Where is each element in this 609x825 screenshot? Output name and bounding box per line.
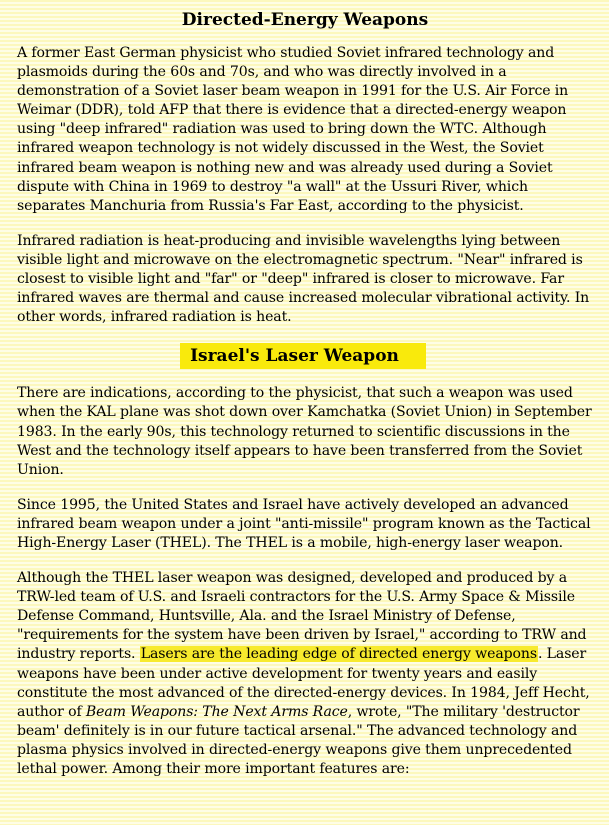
page-title: Directed-Energy Weapons [181,10,429,30]
text-after-highlight: . Laser weapons have been under active development for twenty years and easily constitute the most advanced of the directed-energy devices. In 1984, Jeff Hecht, author of [17,646,590,720]
highlighted-sentence: Lasers are the leading edge of directed energy weapons [140,646,537,663]
paragraph-infrared-definition: Infrared radiation is heat-producing and invisible wavelengths lying between visible light and microwave on the electromagnetic spectrum. "Near" infrared is closest to visible light and "far" or "deep" infrared is closer to microwave. Far infrared waves are thermal and cause increased molecular vibrational activity. In other words, infrared radiation is heat. [17,232,590,326]
book-title: Beam Weapons: The Next Arms Race [85,703,348,720]
paragraph-soviet-infrared: A former East German physicist who studied Soviet infrared technology and plasmoids during the 60s and 70s, and who was directly involved in a demonstration of a Soviet laser beam weapon in 1991 for the U.S. Air Force in Weimar (DDR), told AFP that there is evidence that a directed-energy weapon using "deep infrared" radiation was used to bring down the WTC. Although infrared weapon technology is not widely discussed in the West, the Soviet infrared beam weapon is nothing new and was already used during a Soviet dispute with China in 1969 to destroy "a wall" at the Ussuri River, which separates Manchuria from Russia's Far East, according to the physicist. [17,45,569,214]
paragraph-thel-program: Since 1995, the United States and Israel have actively developed an advanced infrared beam weapon under a joint "anti-missile" program known as the Tactical High-Energy Laser (THEL). The THEL is a mobile, high-energy laser weapon. [17,496,591,551]
section-subheading: Israel's Laser Weapon [180,343,426,369]
paragraph-kal-plane: There are indications, according to the physicist, that such a weapon was used when the KAL plane was shot down over Kamchatka (Soviet Union) in September 1983. In the early 90s, this technology returned to scientific discussions in the West and the technology itself appears to have been transferred from the Soviet Union. [17,385,592,478]
text-before-highlight: Although the THEL laser weapon was designed, developed and produced by a TRW-led team of U.S. and Israeli contractors for the U.S. Army Space & Missile Defense Command, Huntsville, Ala. and the Israel Ministry of Defense, "requirements for the system have been driven by Israel," according to TRW and industry reports. [17,570,587,663]
subheading-container [17,343,593,369]
paragraph-thel-details [17,569,593,779]
text-after-book: , wrote, "The military 'destructor beam' definitely is in our future tactical arsenal." The advanced technology and plasma physics involved in directed-energy weapons give them unprecedented lethal power. Among their more important features are: [17,703,580,777]
